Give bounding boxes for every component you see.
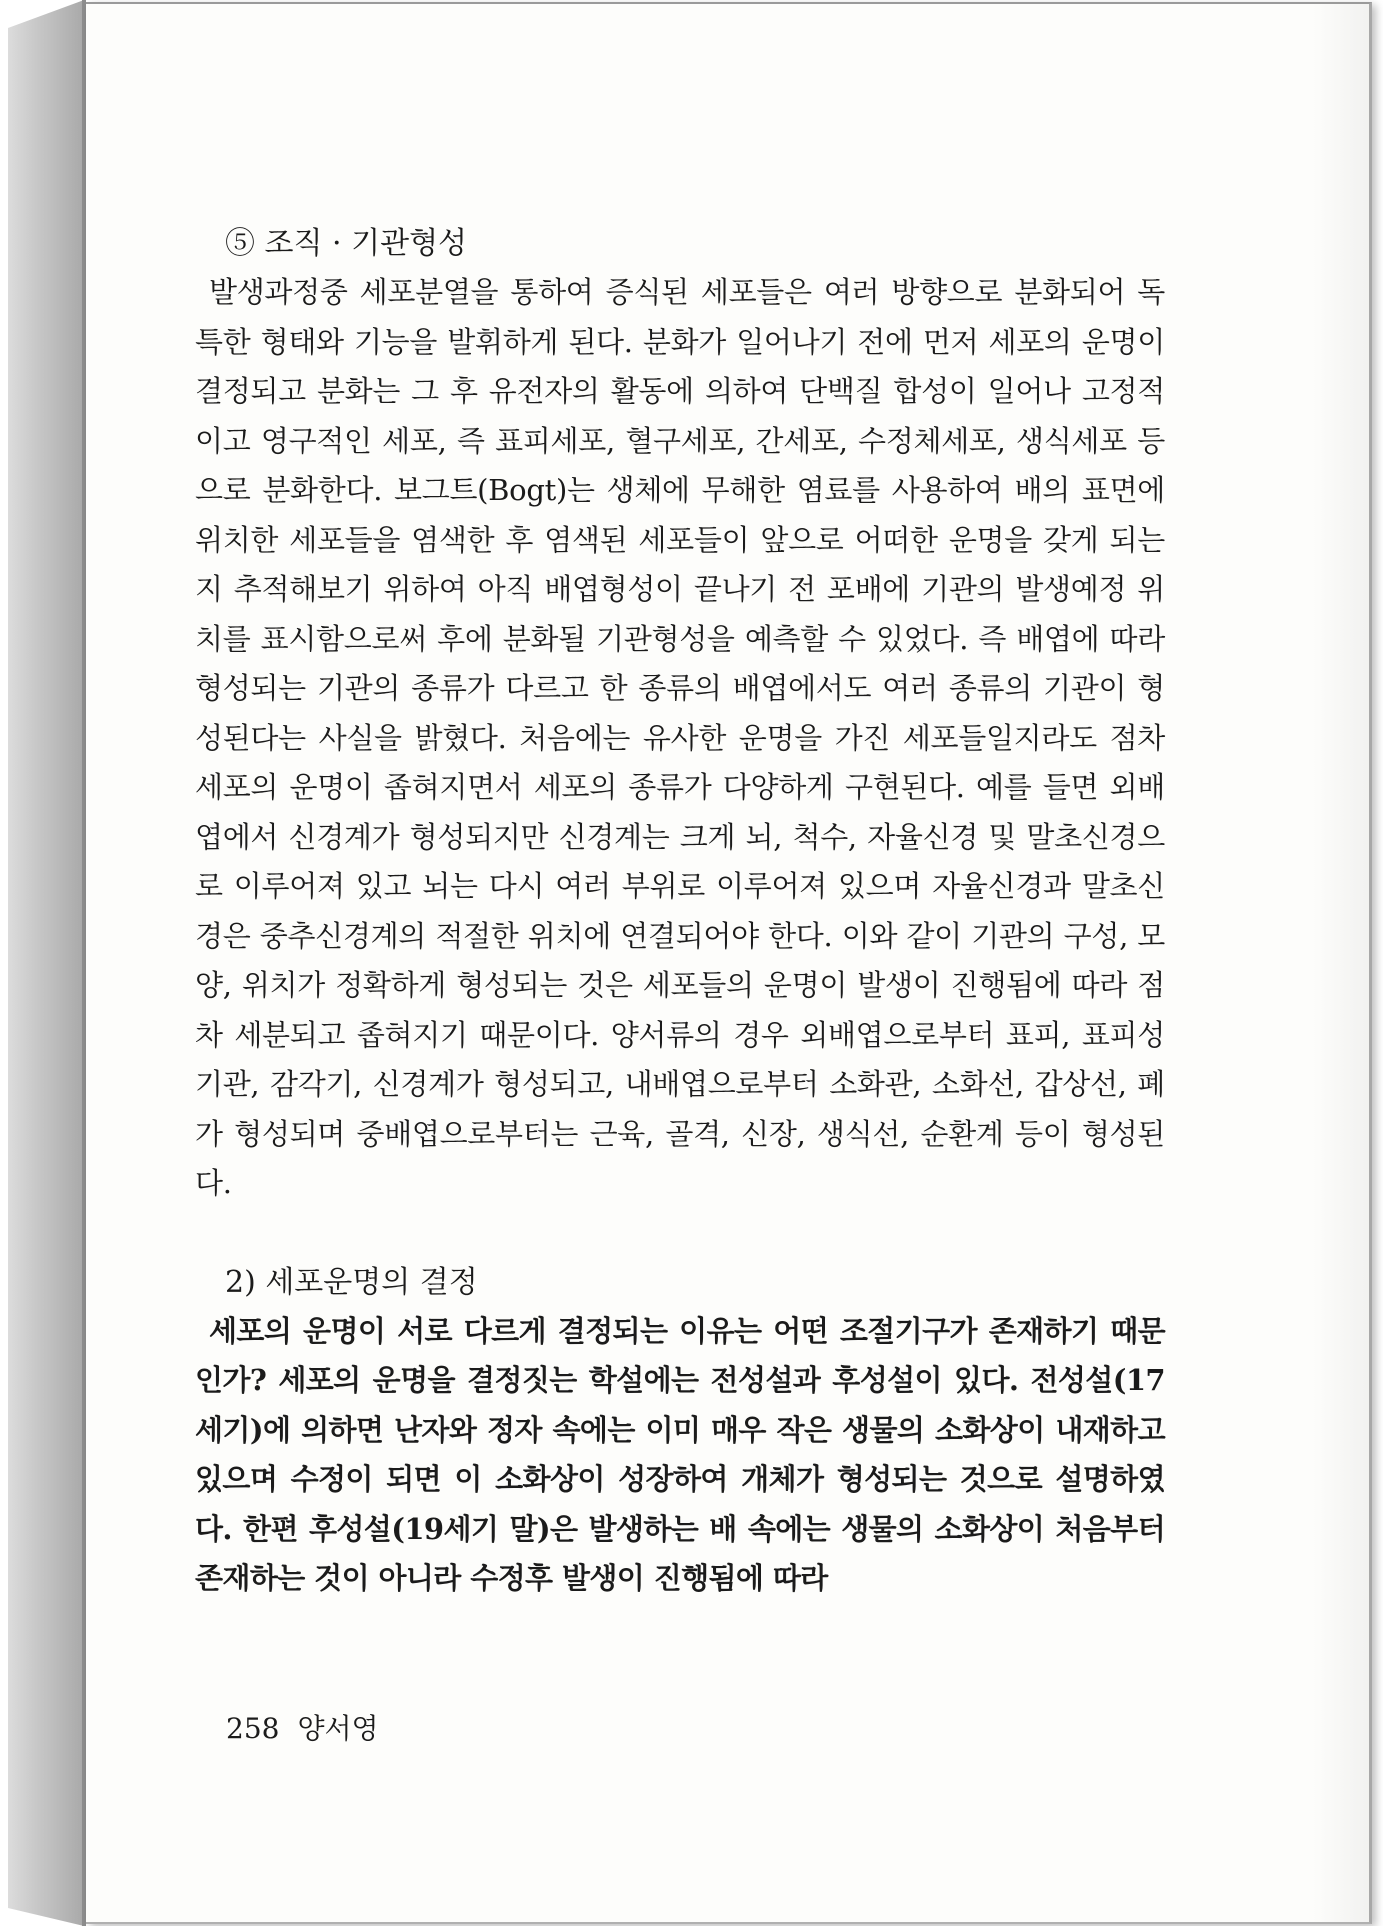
author-name: 양서영 (297, 1712, 379, 1745)
paragraph-cell-fate: 세포의 운명이 서로 다르게 결정되는 이유는 어떤 조절기구가 존재하기 때문인가? 세포의 운명을 결정짓는 학설에는 전성설과 후성설이 있다. 전성설(17세기)에 의하면 난자와 정자 속에는 이미 매우 작은 생물의 소화상이 내재하고 있으며 수정이 되면 이 소화상이 성장하여 개체가 형성되는 것으로 설명하였다. 한편 후성설(19세기 말)은 발생하는 배 속에는 생물의 소화상이 처음부터 존재하는 것이 아니라 수정후 발생이 진행됨에 따라 (195, 1313, 1165, 1595)
section-heading-organ-formation: ⑤ 조직 · 기관형성 (225, 226, 468, 261)
paragraph-organ-formation: 발생과정중 세포분열을 통하여 증식된 세포들은 여러 방향으로 분화되어 독특한 형태와 기능을 발휘하게 된다. 분화가 일어나기 전에 먼저 세포의 운명이 결정되고 분화는 그 후 유전자의 활동에 의하여 단백질 합성이 일어나 고정적이고 영구적인 세포, 즉 표피세포, 혈구세포, 간세포, 수정체세포, 생식세포 등으로 분화한다. 보그트(Bogt)는 생체에 무해한 염료를 사용하여 배의 표면에 위치한 세포들을 염색한 후 염색된 세포들이 앞으로 어떠한 운명을 갖게 되는지 추적해보기 위하여 아직 배엽형성이 끝나기 전 포배에 기관의 발생예정 위치를 표시함으로써 후에 분화될 기관형성을 예측할 수 있었다. 즉 배엽에 따라 형성되는 기관의 종류가 다르고 한 종류의 배엽에서도 여러 종류의 기관이 형성된다는 사실을 밝혔다. 처음에는 유사한 운명을 가진 세포들일지라도 점차 세포의 운명이 좁혀지면서 세포의 종류가 다양하게 구현된다. 예를 들면 외배엽에서 신경계가 형성되지만 신경계는 크게 뇌, 척수, 자율신경 및 말초신경으로 이루어져 있고 뇌는 다시 여러 부위로 이루어져 있으며 자율신경과 말초신경은 중추신경계의 적절한 위치에 연결되어야 한다. 이와 같이 기관의 구성, 모양, 위치가 정확하게 형성되는 것은 세포들의 운명이 발생이 진행됨에 따라 점차 세분되고 좁혀지기 때문이다. 양서류의 경우 외배엽으로부터 표피, 표피성 기관, 감각기, 신경계가 형성되고, 내배엽으로부터 소화관, 소화선, 갑상선, 폐가 형성되며 중배엽으로부터는 근육, 골격, 신장, 생식선, 순환계 등이 형성된다. (195, 275, 1165, 1200)
section-heading-cell-fate: 2) 세포운명의 결정 (225, 1264, 478, 1300)
book-spine (8, 0, 84, 1926)
page-shade (1313, 4, 1369, 1922)
page-content (195, 222, 1165, 1604)
page-number: 258 (226, 1712, 280, 1745)
page-footer (226, 1707, 397, 1747)
